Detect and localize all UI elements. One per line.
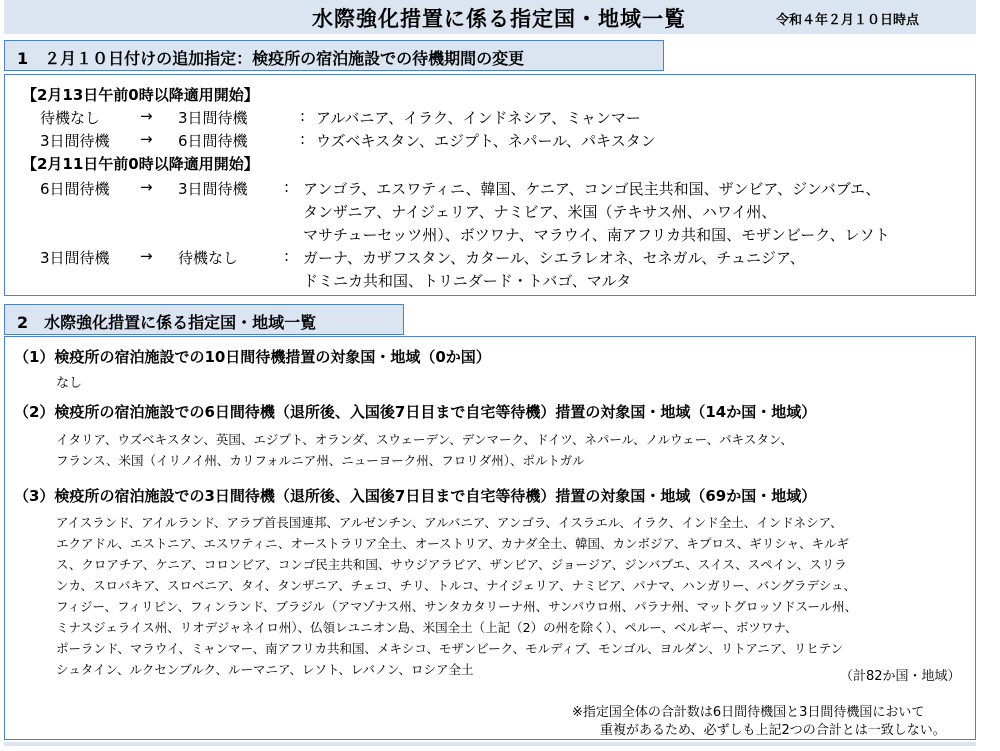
- section2-heading: [4, 304, 404, 335]
- sub3-line: ポーランド、マラウイ、ミャンマー、南アフリカ共和国、メキシコ、モザンビーク、モルディブ、モンゴル、ヨルダン、リトアニア、リヒテン: [56, 641, 844, 656]
- bottom-rule: [4, 742, 976, 746]
- group1-title: 【2月13日午前0時以降適用開始】: [22, 86, 259, 104]
- sub2-line: フランス、米国（イリノイ州、カリフォルニア州、ニューヨーク州、フロリダ州）、ポルトガル: [56, 453, 585, 468]
- sub3-line: アイスランド、アイルランド、アラブ首長国連邦、アルゼンチン、アルバニア、アンゴラ、イスラエル、イラク、インド全土、インドネシア、: [56, 515, 843, 530]
- total-count: （計82か国・地域）: [840, 669, 961, 684]
- sub3-line: ンカ、スロバキア、スロベニア、タイ、タンザニア、チェコ、チリ、トルコ、ナイジェリア、ナミビア、パナマ、ハンガリー、バングラデシュ、: [56, 578, 857, 593]
- sub1-title: （1）検疫所の宿泊施設での10日間待機措置の対象国・地域（0か国）: [14, 348, 491, 366]
- sub3-line: エクアドル、エストニア、エスワティニ、オーストラリア全土、オーストリア、カナダ全土、韓国、カンボジア、キプロス、ギリシャ、キルギ: [56, 536, 850, 551]
- section1-heading-text: 1 ２月１０日付けの追加指定：検疫所の宿泊施設での待機期間の変更: [17, 49, 525, 68]
- section2-heading-text: 2 水際強化措置に係る指定国・地域一覧: [17, 313, 317, 332]
- page-title: 水際強化措置に係る指定国・地域一覧: [312, 7, 686, 31]
- sub2-line: イタリア、ウズベキスタン、英国、エジプト、オランダ、スウェーデン、デンマーク、ドイツ、ネパール、ノルウェー、パキスタン、: [56, 432, 793, 447]
- as-of-date: 令和４年２月１０日時点: [776, 13, 920, 28]
- footnote-line-1: ※指定国全体の合計数は6日間待機国と3日間待機国において: [572, 705, 925, 720]
- footnote-line-2: 重複があるため、必ずしも上記2つの合計とは一致しない。: [600, 723, 946, 738]
- sub3-line: ス、クロアチア、ケニア、コロンビア、コンゴ民主共和国、サウジアラビア、ザンビア、ジョージア、ジンバブエ、スイス、スペイン、スリラ: [56, 557, 847, 572]
- group2-title: 【2月11日午前0時以降適用開始】: [22, 155, 259, 173]
- sub2-title: （2）検疫所の宿泊施設での6日間待機（退所後、入国後7日目まで自宅等待機）措置の対象国・地域（14か国・地域）: [14, 403, 817, 421]
- sub3-line: シュタイン、ルクセンブルク、ルーマニア、レソト、レバノン、ロシア全土: [56, 662, 474, 677]
- sub3-line: フィジー、フィリピン、フィンランド、ブラジル（アマゾナス州、サンタカタリーナ州、サンパウロ州、パラナ州、マットグロッソドスール州、: [56, 599, 858, 614]
- sub3-line: ミナスジェライス州、リオデジャネイロ州）、仏領レユニオン島、米国全土（上記（2）の州を除く）、ペルー、ベルギー、ボツワナ、: [56, 620, 798, 635]
- sub3-title: （3）検疫所の宿泊施設での3日間待機（退所後、入国後7日目まで自宅等待機）措置の対象国・地域（69か国・地域）: [14, 487, 817, 505]
- section1-heading: [4, 40, 664, 71]
- sub1-line: なし: [56, 376, 83, 391]
